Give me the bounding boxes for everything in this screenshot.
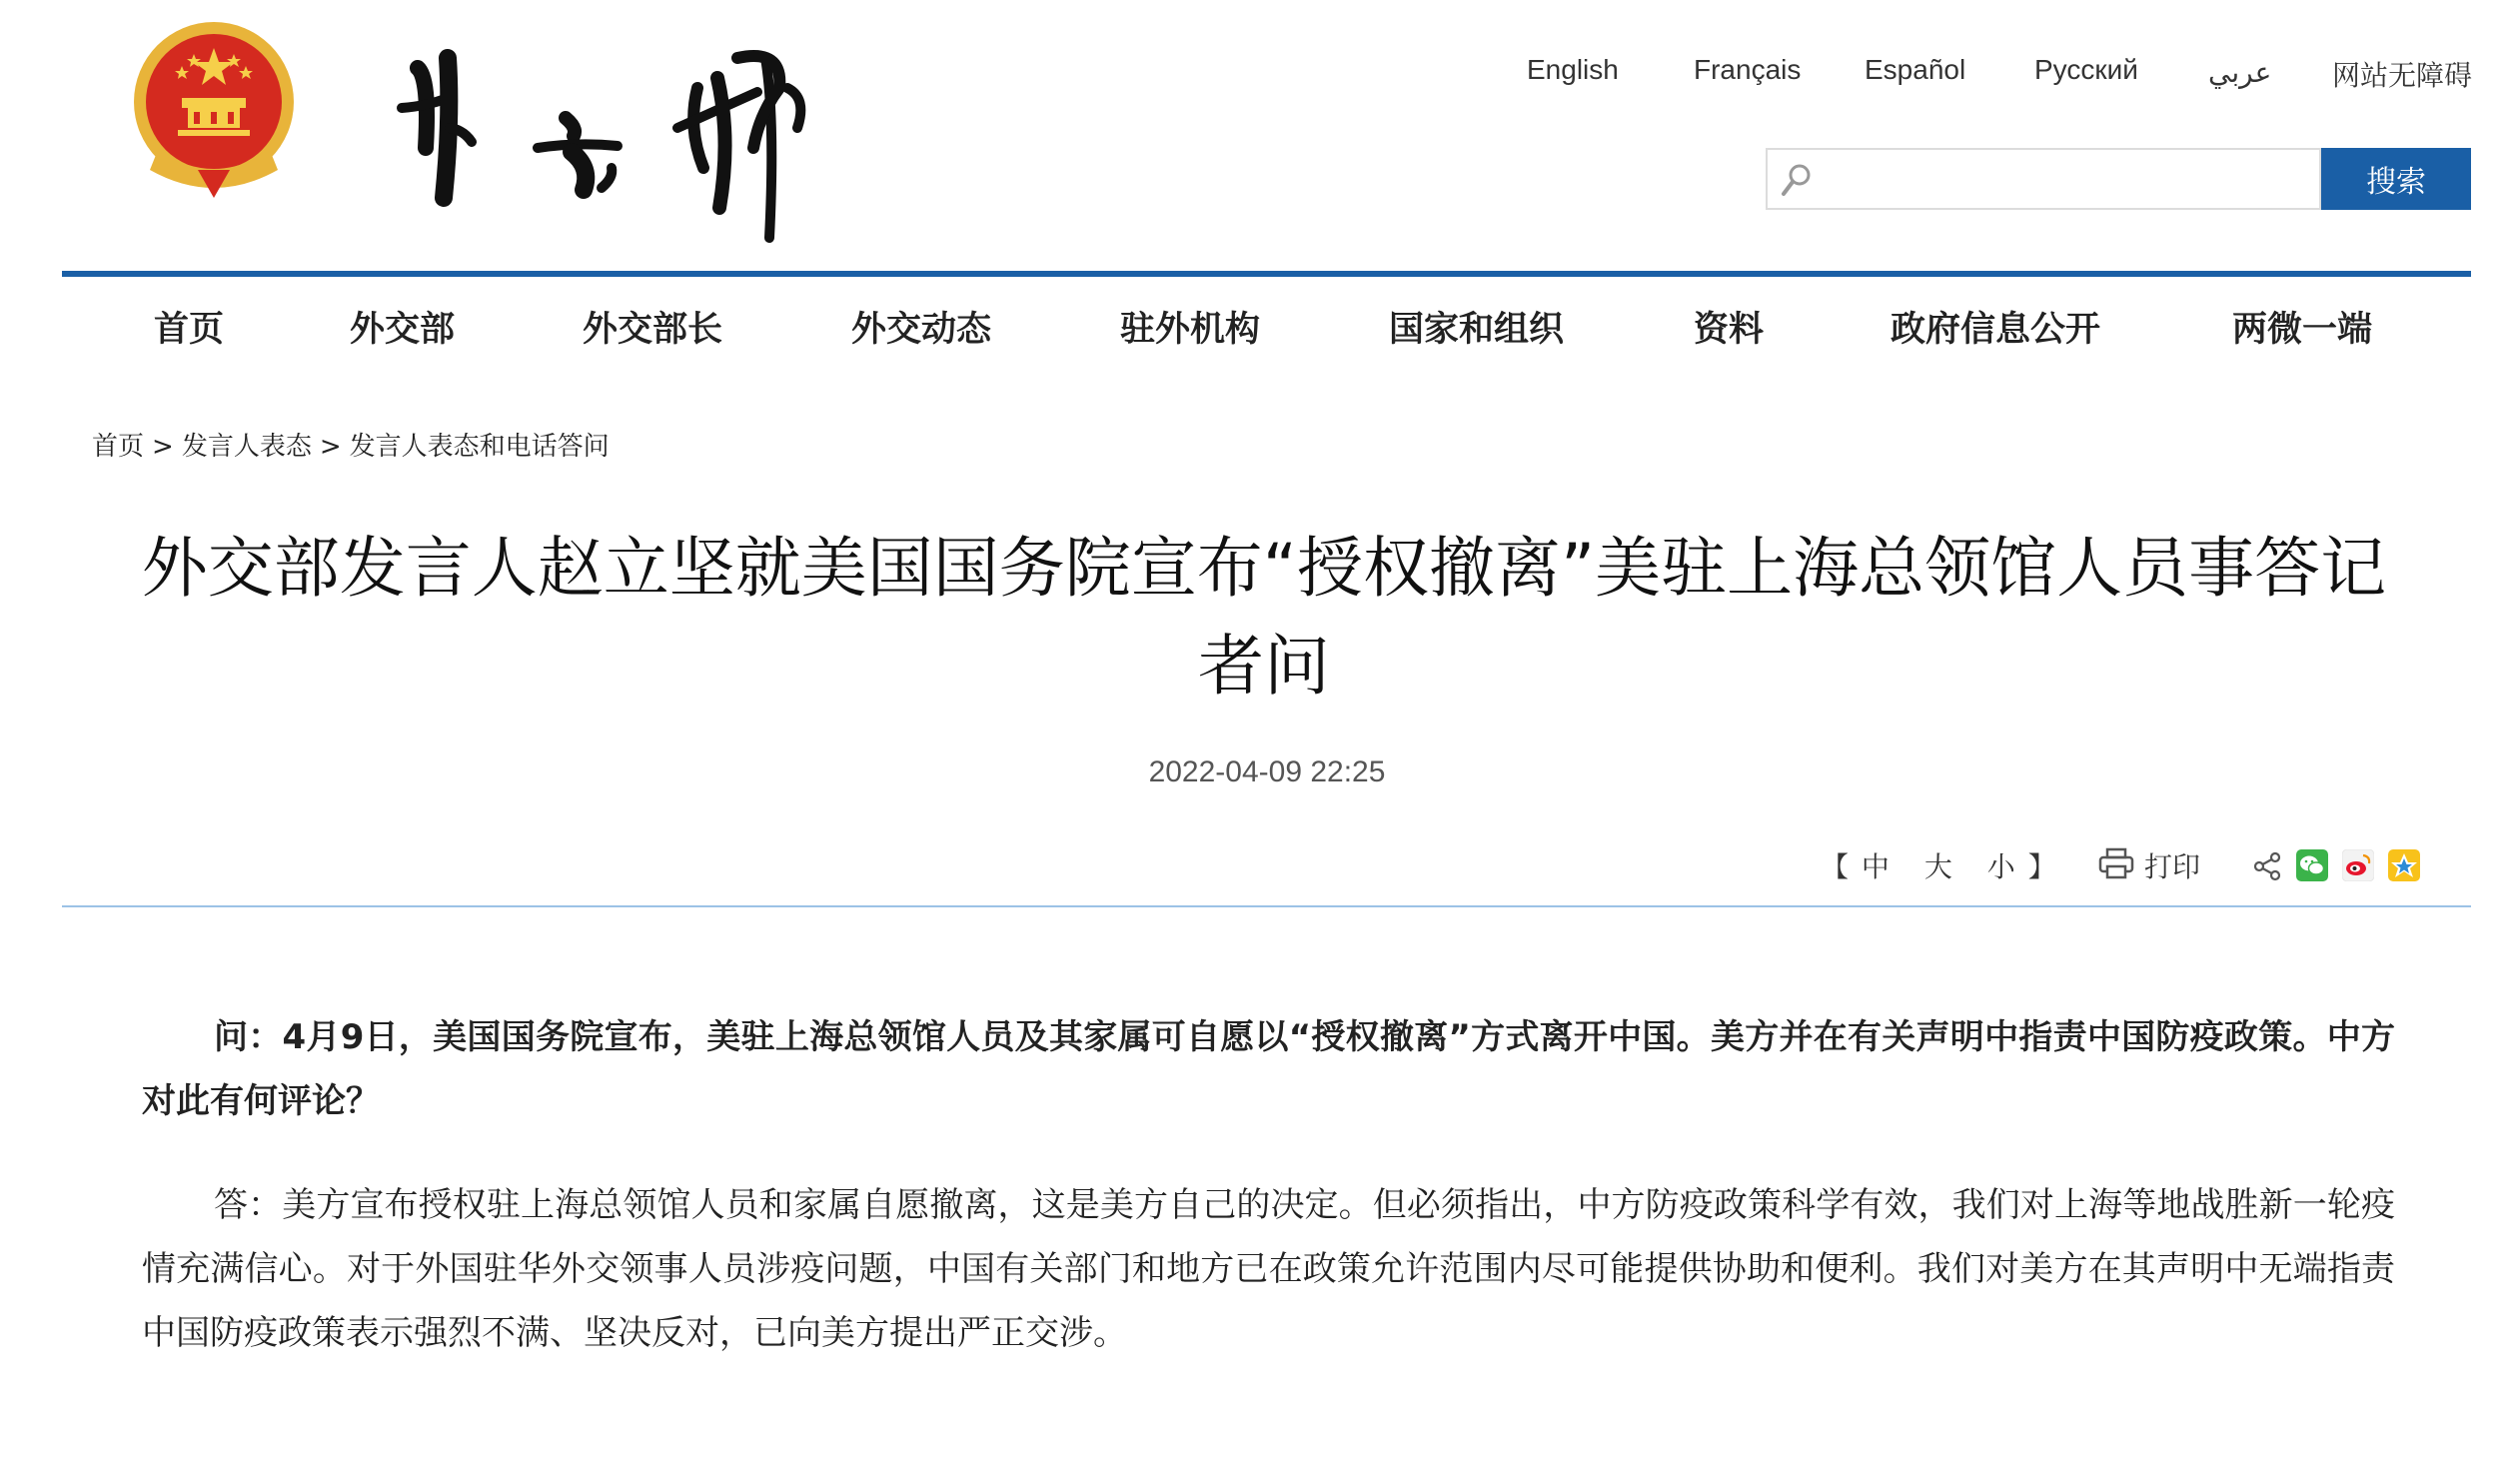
search-button[interactable]: 搜索: [2321, 148, 2471, 210]
national-emblem-logo: [128, 20, 300, 200]
article-title: 外交部发言人赵立坚就美国国务院宣布“授权撤离”美驻上海总领馆人员事答记者问: [141, 530, 2387, 705]
lang-french-link[interactable]: Français: [1694, 54, 1802, 85]
font-size-medium[interactable]: 中: [1861, 850, 1890, 883]
nav-item-minister[interactable]: 外交部长: [583, 310, 723, 350]
font-size-open-bracket: 【: [1821, 850, 1850, 883]
header-divider: [62, 271, 2471, 277]
print-button[interactable]: 打印: [2144, 850, 2201, 883]
article-date: 2022-04-09 22:25: [1148, 755, 1386, 788]
nav-item-ministry[interactable]: 外交部: [350, 310, 456, 350]
answer-paragraph: 答：美方宣布授权驻上海总领馆人员和家属自愿撤离，这是美方自己的决定。但必须指出，中方防疫政策科学有效，我们对上海等地战胜新一轮疫情充满信心。对于外国驻华外交领事人员涉疫问题，中国有关部门和地方已在政策允许范围内尽可能提供协助和便利。我们对美方在其声明中无端指责中国防疫政策表示强烈不满、坚决反对，已向美方提出严正交涉。: [142, 1185, 2395, 1353]
font-size-large[interactable]: 大: [1923, 850, 1952, 883]
accessibility-link[interactable]: 网站无障碍: [2332, 60, 2473, 91]
share-icon: [2252, 851, 2282, 881]
lang-english-link[interactable]: English: [1527, 54, 1619, 85]
toolbar-divider: [62, 905, 2471, 907]
lang-arabic-link[interactable]: عربي: [2208, 57, 2272, 88]
breadcrumb: [92, 426, 610, 463]
nav-item-countries-organizations[interactable]: 国家和组织: [1389, 310, 1565, 350]
breadcrumb-home[interactable]: 首页: [92, 432, 145, 462]
breadcrumb-separator: >: [319, 432, 342, 462]
breadcrumb-separator: >: [152, 432, 174, 462]
nav-item-home[interactable]: 首页: [154, 310, 225, 350]
wechat-icon[interactable]: [2296, 849, 2328, 881]
nav-item-government-info[interactable]: 政府信息公开: [1890, 310, 2101, 350]
lang-russian-link[interactable]: Русский: [2034, 54, 2138, 85]
lang-spanish-link[interactable]: Español: [1865, 54, 1966, 85]
nav-item-resources[interactable]: 资料: [1694, 310, 1765, 350]
font-size-close-bracket: 】: [2027, 850, 2056, 883]
breadcrumb-current[interactable]: 发言人表态和电话答问: [349, 432, 610, 462]
weibo-icon[interactable]: [2342, 849, 2374, 881]
search-icon: [1779, 160, 1813, 200]
question-paragraph: 问：4月9日，美国国务院宣布，美驻上海总领馆人员及其家属可自愿以“授权撤离”方式离开中国。美方并在有关声明中指责中国防疫政策。中方对此有何评论？: [142, 1017, 2395, 1121]
font-size-small[interactable]: 小: [1986, 850, 2015, 883]
printer-icon[interactable]: [2098, 847, 2134, 879]
nav-item-social-media[interactable]: 两微一端: [2232, 310, 2373, 350]
nav-item-diplomatic-news[interactable]: 外交动态: [851, 310, 992, 350]
breadcrumb-spokesperson[interactable]: 发言人表态: [181, 432, 312, 462]
font-size-control: [1821, 845, 2056, 885]
search-input[interactable]: [1823, 152, 2318, 208]
nav-item-missions-abroad[interactable]: 驻外机构: [1120, 310, 1261, 350]
ministry-calligraphy-logo: [388, 18, 847, 250]
qzone-icon[interactable]: [2388, 849, 2420, 881]
